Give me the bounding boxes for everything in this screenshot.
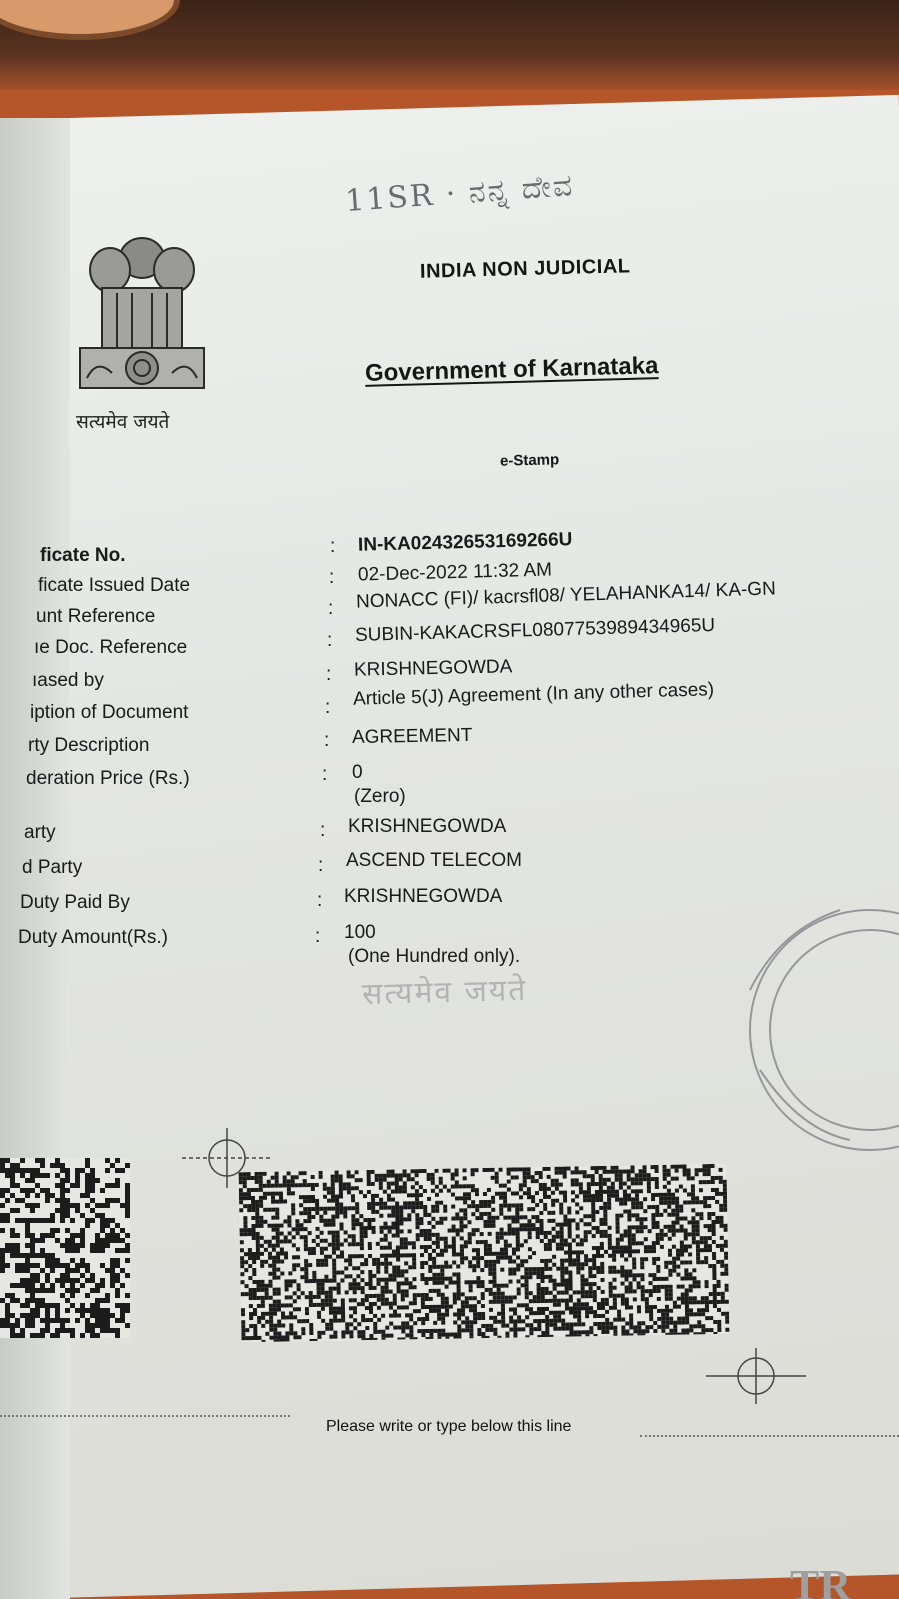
field-label: deration Price (Rs.) bbox=[26, 768, 190, 789]
field-label: ficate No. bbox=[40, 545, 126, 566]
document-title: INDIA NON JUDICIAL bbox=[419, 255, 631, 283]
official-seal-icon bbox=[720, 870, 899, 1190]
field-label: iption of Document bbox=[30, 702, 189, 723]
corner-text: TR bbox=[790, 1561, 852, 1599]
field-colon: : bbox=[324, 730, 330, 751]
field-colon: : bbox=[318, 855, 324, 876]
field-value: KRISHNEGOWDA bbox=[344, 886, 503, 907]
write-below-instruction: Please write or type below this line bbox=[326, 1418, 572, 1435]
field-colon: : bbox=[320, 820, 326, 841]
field-label: arty bbox=[24, 822, 56, 843]
field-label: ıe Doc. Reference bbox=[34, 637, 188, 658]
field-value: AGREEMENT bbox=[351, 724, 473, 749]
field-value: Article 5(J) Agreement (In any other cases) bbox=[352, 679, 715, 710]
field-value-words: (Zero) bbox=[354, 786, 406, 807]
field-label: unt Reference bbox=[36, 606, 156, 627]
field-value: ASCEND TELECOM bbox=[346, 850, 522, 871]
field-label: Duty Amount(Rs.) bbox=[18, 927, 168, 948]
stamp-type: e-Stamp bbox=[499, 451, 560, 470]
qr-code-icon bbox=[0, 1158, 130, 1338]
field-colon: : bbox=[326, 664, 332, 685]
field-colon: : bbox=[315, 926, 321, 947]
government-name: Government of Karnataka bbox=[364, 352, 659, 387]
field-label: ıased by bbox=[32, 670, 104, 691]
watermark-text: सत्यमेव जयते bbox=[361, 972, 528, 1013]
2d-barcode-icon bbox=[239, 1164, 730, 1342]
field-colon: : bbox=[327, 630, 333, 651]
field-value: SUBIN-KAKACRSFL0807753989434965U bbox=[354, 614, 716, 647]
field-colon: : bbox=[328, 598, 334, 619]
registration-mark-icon bbox=[706, 1348, 806, 1404]
field-label: rty Description bbox=[28, 735, 150, 756]
handwritten-note: 11SR · ನನ್ನ ದೇವ bbox=[344, 168, 576, 219]
field-value: KRISHNEGOWDA bbox=[353, 656, 513, 681]
field-value: 100 bbox=[344, 922, 376, 943]
field-value: 0 bbox=[352, 762, 363, 783]
field-label: Duty Paid By bbox=[20, 892, 130, 913]
field-label: d Party bbox=[22, 857, 83, 878]
field-value: 02-Dec-2022 11:32 AM bbox=[357, 559, 553, 586]
field-value: IN-KA02432653169266U bbox=[357, 529, 573, 556]
field-value: NONACC (FI)/ kacrsfl08/ YELAHANKA14/ KA-GN bbox=[355, 578, 777, 613]
field-colon: : bbox=[317, 890, 323, 911]
field-colon: : bbox=[325, 697, 331, 718]
field-colon: : bbox=[330, 536, 336, 557]
divider-line bbox=[0, 1415, 290, 1417]
divider-line bbox=[640, 1435, 899, 1437]
field-colon: : bbox=[329, 567, 335, 588]
field-value: KRISHNEGOWDA bbox=[348, 816, 507, 837]
field-label: ficate Issued Date bbox=[38, 575, 191, 596]
emblem-motto: सत्यमेव जयते bbox=[76, 411, 170, 433]
field-value-words: (One Hundred only). bbox=[348, 946, 521, 967]
field-colon: : bbox=[322, 764, 328, 785]
national-emblem-icon bbox=[72, 218, 212, 408]
